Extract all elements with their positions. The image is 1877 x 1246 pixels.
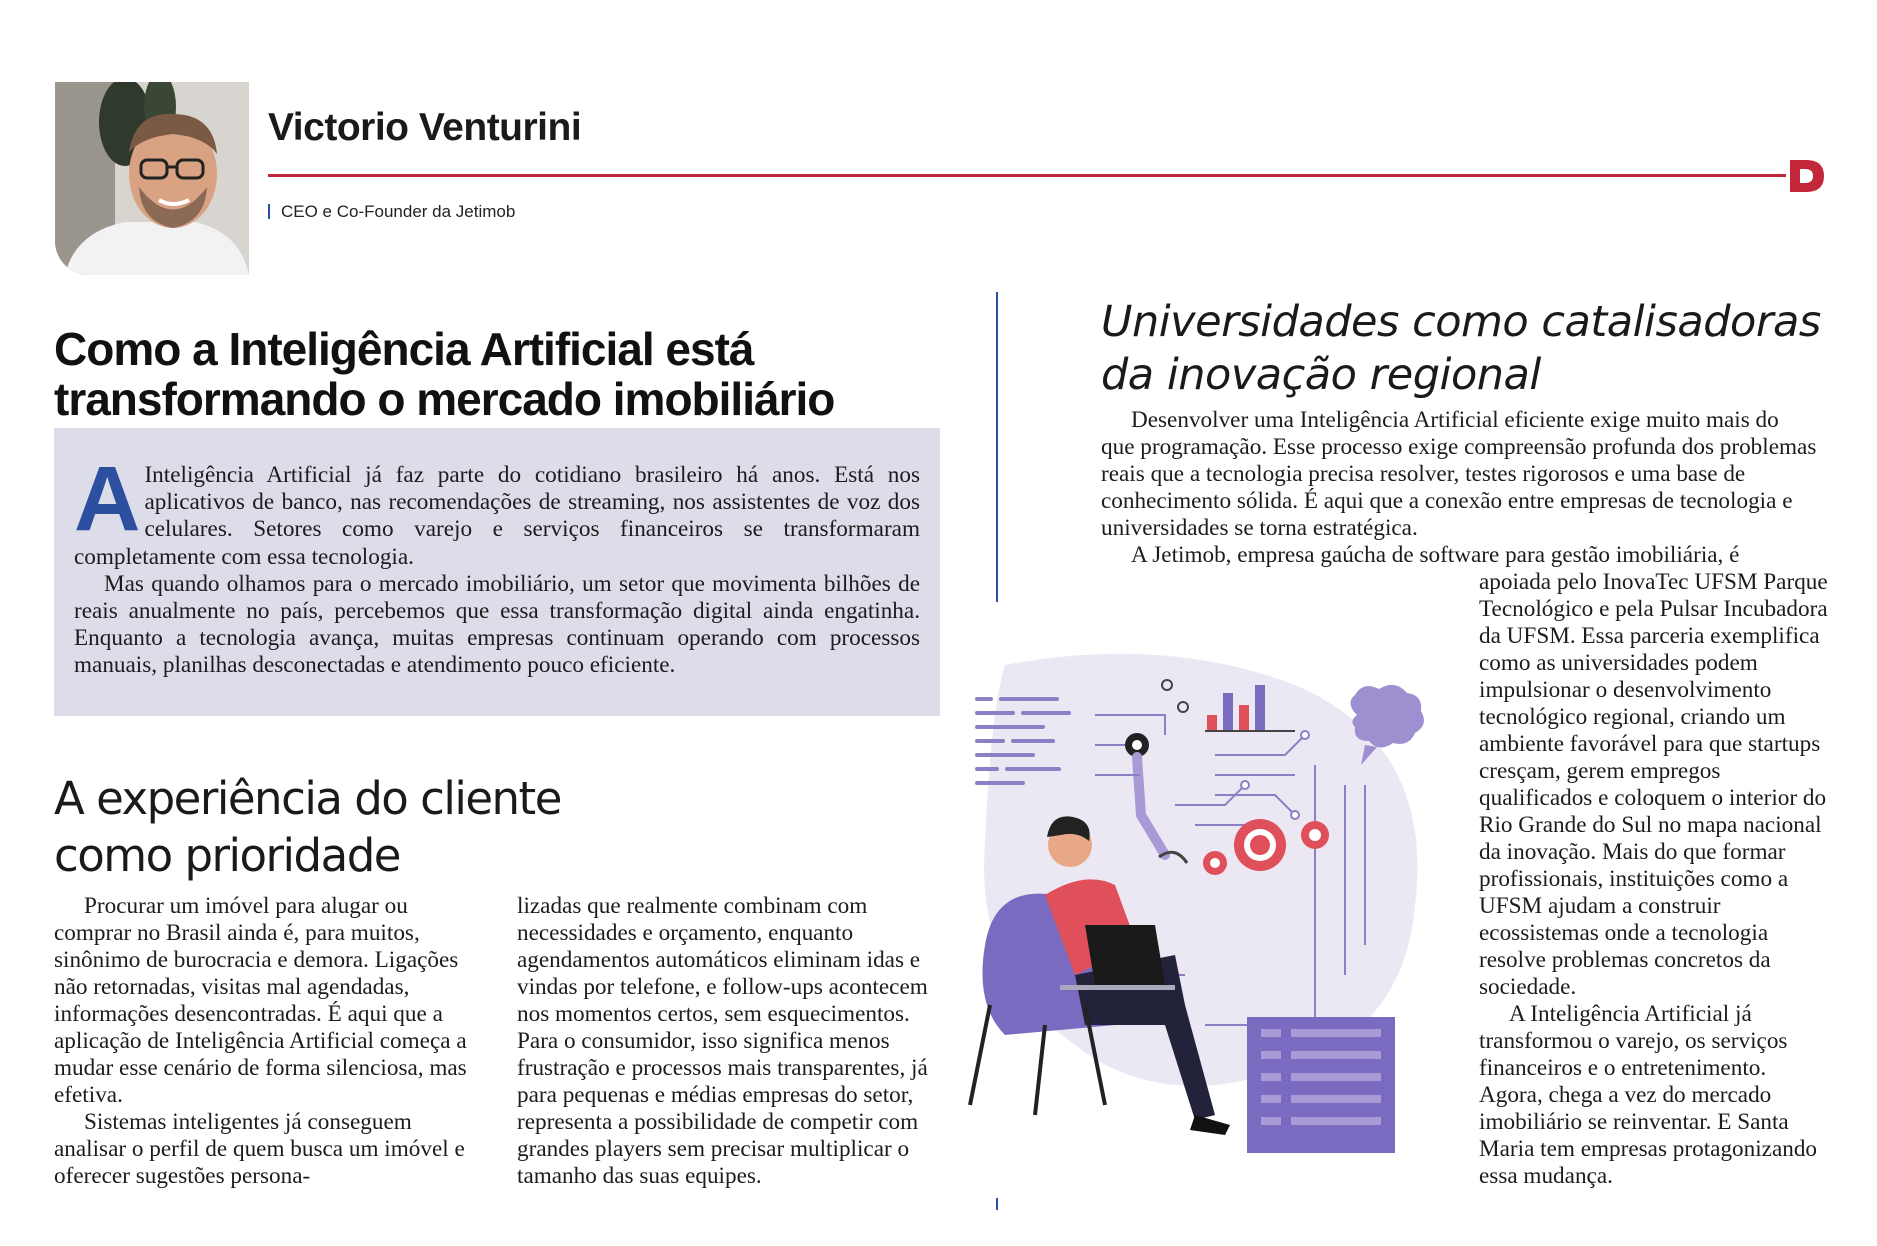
right-column-top xyxy=(1101,407,1817,569)
ai-illustration xyxy=(965,645,1455,1165)
header-rule xyxy=(268,174,1786,177)
lead-paragraph-2: Mas quando olhamos para o mercado imobiliário, um setor que movimenta bilhões de reais anualmente no país, percebemos que essa transformação digital ainda engatinha. Enquanto a tecnologia avança, muitas empresas continuam operando com processos manuais, planilhas desconectadas e atendimento pouco eficiente. xyxy=(74,570,920,679)
lead-box xyxy=(54,428,940,716)
paragraph: Desenvolver uma Inteligência Artificial eficiente exige muito mais do que programação. Esse processo exige compreensão profunda dos problemas reais que a tecnologia precisa resolver, testes rigorosos e uma base de conhecimento sólida. É aqui que a conexão entre empresas de tecnologia e universidades se torna estratégica. xyxy=(1101,407,1817,541)
section-title-universities: Universidades como catalisadoras da inovação regional xyxy=(1101,297,1821,400)
paragraph: lizadas que realmente combinam com necessidades e orçamento, enquanto agendamentos automáticos eliminam idas e vindas por telefone, e follow-ups acontecem nos momentos certos, sem esquecimentos. Para o consumidor, isso significa menos frustração e processos mais transparentes, já para pequenas e médias empresas do setor, representa a possibilidade de competir com grandes players sem precisar multiplicar o tamanho das suas equipes. xyxy=(517,893,928,1189)
lead-paragraph-1 xyxy=(74,448,920,571)
section-title-experience: A experiência do cliente como prioridade xyxy=(54,772,561,882)
column-divider xyxy=(996,292,998,602)
drop-cap: A xyxy=(74,448,141,550)
role-bar xyxy=(268,204,270,219)
paragraph: Procurar um imóvel para alugar ou comprar no Brasil ainda é, para muitos, sinônimo de burocracia e demora. Ligações não retornadas, visitas mal agendadas, informações desencontradas. É aqui que a aplicação de Inteligência Artificial começa a mudar esse cenário de forma silenciosa, mas efetiva. xyxy=(54,893,467,1108)
column-1 xyxy=(54,893,474,1190)
right-column-narrow xyxy=(1479,569,1829,1190)
paragraph: A Inteligência Artificial já transformou o varejo, os serviços financeiros e o entretenimento. Agora, chega a vez do mercado imobiliário se reinventar. E Santa Maria tem empresas protagonizando essa mudança. xyxy=(1479,1001,1818,1189)
paragraph: Sistemas inteligentes já conseguem analisar o perfil de quem busca um imóvel e oferecer sugestões persona- xyxy=(54,1109,465,1189)
author-role xyxy=(268,202,515,222)
column-2 xyxy=(517,893,942,1190)
author-photo xyxy=(55,82,249,275)
paragraph: apoiada pelo InovaTec UFSM Parque Tecnológico e pela Pulsar Incubadora da UFSM. Essa parceria exemplifica como as universidades podem impulsionar o desenvolvimento tecnológico regional, criando um ambiente favorável para que startups cresçam, gerem empregos qualificados e coloquem o interior do Rio Grande do Sul no mapa nacional da inovação. Mais do que formar profissionais, instituições como a UFSM ajudam a construir ecossistemas onde a tecnologia resolve problemas concretos da sociedade. xyxy=(1479,569,1828,1000)
article-headline: Como a Inteligência Artificial está transformando o mercado imobiliário xyxy=(54,323,835,425)
author-name: Victorio Venturini xyxy=(268,106,582,149)
paragraph: A Jetimob, empresa gaúcha de software para gestão imobiliária, é xyxy=(1131,542,1740,568)
author-role-text: CEO e Co-Founder da Jetimob xyxy=(281,202,516,221)
publication-logo-icon xyxy=(1788,158,1826,194)
lead-paragraph-1-text: Inteligência Artificial já faz parte do cotidiano brasileiro há anos. Está nos aplicativos de banco, nas recomendações de streaming, nos assistentes de voz dos celulares. Setores como varejo e serviços financeiros se transformaram completamente com essa tecnologia. xyxy=(74,462,920,570)
column-divider-tick xyxy=(996,1198,998,1210)
